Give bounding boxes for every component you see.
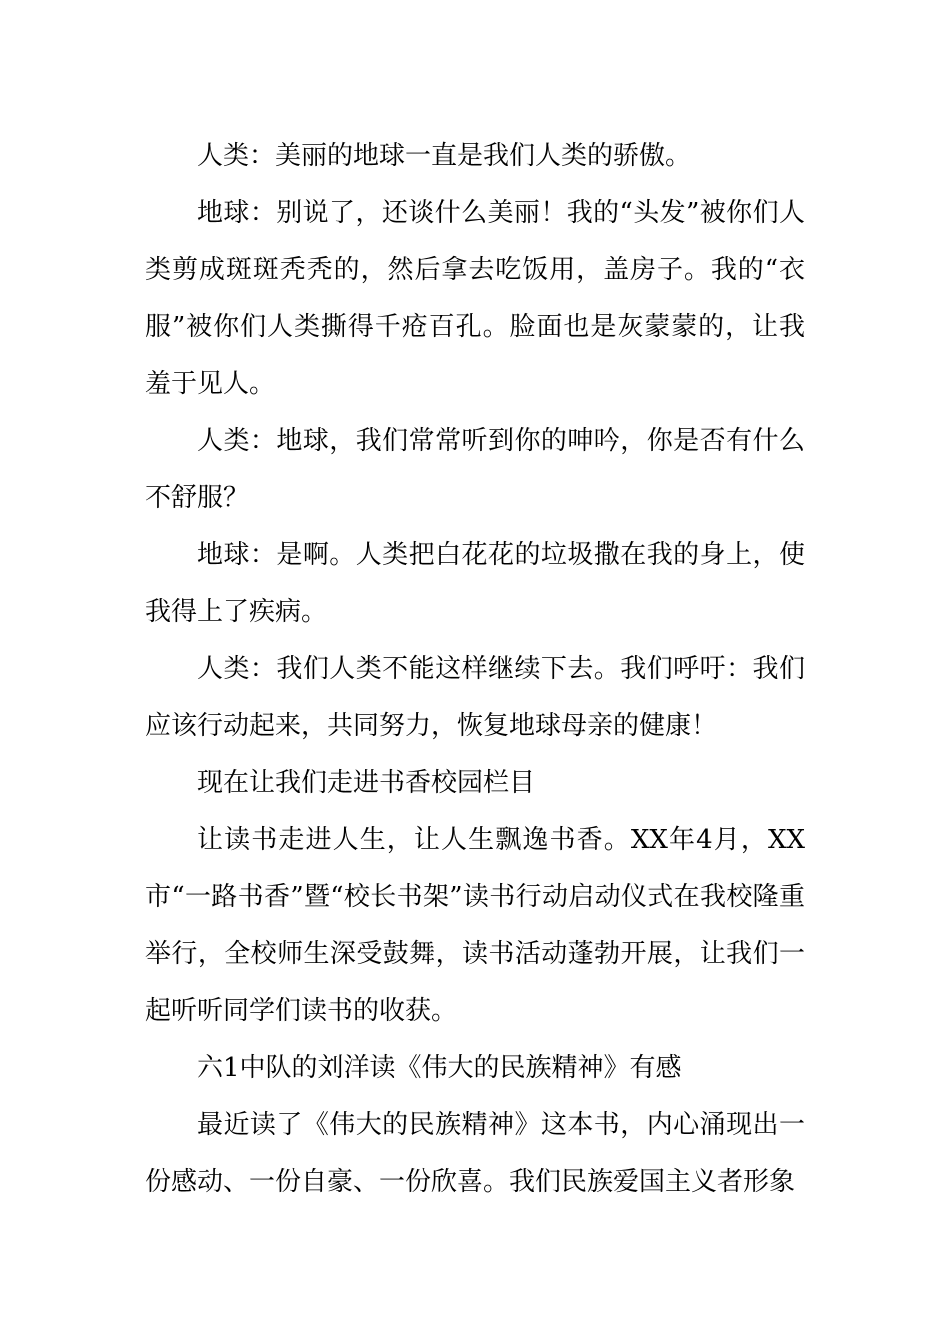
paragraph-1: 人类：美丽的地球一直是我们人类的骄傲。 [197,141,692,171]
paragraph-5: 人类：我们人类不能这样继续下去。我们呼吁：我们应该行动起来，共同努力，恢复地球母亲的健康！ [145,654,805,741]
essay-title: 六1中队的刘洋读《伟大的民族精神》有感 [197,1053,682,1083]
document-body [145,128,805,1211]
paragraph-3: 人类：地球，我们常常听到你的呻吟，你是否有什么不舒服？ [145,426,805,513]
section-heading-reading: 现在让我们走进书香校园栏目 [197,768,536,798]
paragraph-7: 让读书走进人生，让人生飘逸书香。XX年4月，XX市“一路书香”暨“校长书架”读书行动启动仪式在我校隆重举行，全校师生深受鼓舞，读书活动蓬勃开展，让我们一起听听同学们读书的收获。 [145,825,805,1026]
paragraph-4: 地球：是啊。人类把白花花的垃圾撒在我的身上，使我得上了疾病。 [145,540,805,627]
paragraph-2: 地球：别说了，还谈什么美丽！我的“头发”被你们人类剪成斑斑秃秃的，然后拿去吃饭用，盖房子。我的“衣服”被你们人类撕得千疮百孔。脸面也是灰蒙蒙的，让我羞于见人。 [145,198,805,399]
paragraph-9: 最近读了《伟大的民族精神》这本书，内心涌现出一份感动、一份自豪、一份欣喜。我们民族爱国主义者形象 [145,1110,805,1197]
